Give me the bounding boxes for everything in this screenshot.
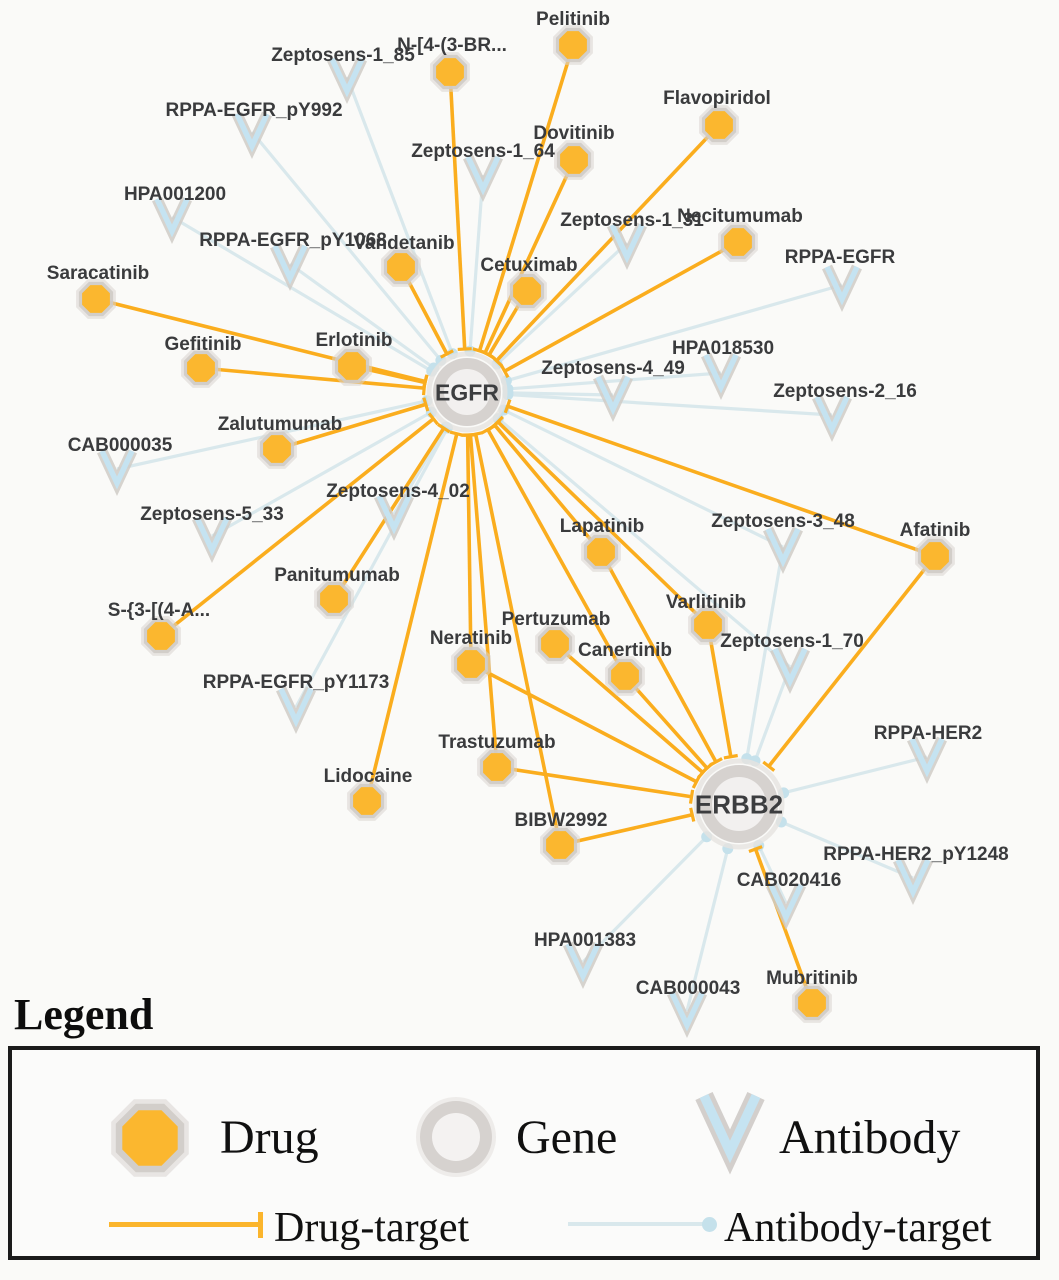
node-label-saracatinib: Saracatinib bbox=[46, 262, 150, 284]
drug-core bbox=[921, 542, 949, 570]
node-label-zeptosens-1-85: Zeptosens-1_85 bbox=[271, 44, 415, 66]
drug-node-s-3-4-a[interactable] bbox=[141, 616, 181, 656]
drug-core bbox=[82, 285, 110, 313]
antibody-core bbox=[706, 355, 736, 387]
drug-node-zalutumumab[interactable] bbox=[257, 429, 297, 469]
node-label-afatinib: Afatinib bbox=[899, 519, 971, 541]
drug-node-flavopiridol[interactable] bbox=[699, 105, 739, 145]
node-label-s-3-4-a: S-{3-[(4-A... bbox=[107, 599, 211, 621]
drug-core bbox=[694, 611, 722, 639]
drug-target-tee bbox=[258, 1212, 263, 1238]
edge-tee-erlotinib bbox=[424, 376, 427, 390]
node-label-bibw2992: BIBW2992 bbox=[514, 809, 608, 831]
node-label-necitumumab: Necitumumab bbox=[677, 205, 803, 227]
edge-tee-n-4-3-br bbox=[458, 349, 472, 350]
drug-node-necitumumab[interactable] bbox=[718, 222, 758, 262]
edge-tee-varlitinib bbox=[724, 756, 738, 758]
node-label-dovitinib: Dovitinib bbox=[533, 122, 615, 144]
edge-tee-bibw2992 bbox=[691, 808, 694, 822]
drug-core bbox=[560, 146, 588, 174]
drug-node-erlotinib[interactable] bbox=[332, 346, 372, 386]
edge-drug-target-trastuzumab-erbb2 bbox=[497, 767, 692, 797]
node-label-pelitinib: Pelitinib bbox=[536, 8, 610, 30]
drug-node-mubritinib[interactable] bbox=[792, 983, 832, 1023]
node-label-rppa-egfr: RPPA-EGFR bbox=[784, 246, 896, 268]
node-label-erlotinib: Erlotinib bbox=[315, 329, 393, 351]
drug-target-line bbox=[109, 1222, 261, 1227]
drug-core bbox=[798, 989, 826, 1017]
edge-antibody-target-rppa-her2-erbb2 bbox=[784, 757, 927, 793]
legend-drug-label: Drug bbox=[220, 1111, 319, 1164]
node-label-hpa001383: HPA001383 bbox=[533, 929, 637, 951]
node-label-zeptosens-4-49: Zeptosens-4_49 bbox=[541, 357, 685, 379]
node-label-hpa001200: HPA001200 bbox=[123, 183, 227, 205]
drug-node-lidocaine[interactable] bbox=[347, 781, 387, 821]
drug-core bbox=[436, 58, 464, 86]
node-label-zalutumumab: Zalutumumab bbox=[217, 413, 343, 435]
legend-gene-label: Gene bbox=[516, 1111, 618, 1164]
node-label-varlitinib: Varlitinib bbox=[665, 591, 747, 613]
drug-core bbox=[263, 435, 291, 463]
node-label-panitumumab: Panitumumab bbox=[274, 564, 400, 586]
drug-node-afatinib[interactable] bbox=[915, 536, 955, 576]
node-label-cab000035: CAB000035 bbox=[67, 434, 173, 456]
drug-node-bibw2992[interactable] bbox=[540, 825, 580, 865]
antibody-target-dot bbox=[702, 1217, 717, 1232]
gene-label: EGFR bbox=[435, 379, 499, 406]
node-label-rppa-her2: RPPA-HER2 bbox=[873, 722, 983, 744]
node-label-rppa-her2-py1248: RPPA-HER2_pY1248 bbox=[823, 843, 1009, 865]
node-label-lidocaine: Lidocaine bbox=[323, 765, 413, 787]
drug-node-pelitinib[interactable] bbox=[553, 25, 593, 65]
drug-core bbox=[724, 228, 752, 256]
node-label-flavopiridol: Flavopiridol bbox=[663, 87, 771, 109]
gene-node-egfr[interactable] bbox=[429, 354, 505, 430]
node-label-rppa-egfr-py992: RPPA-EGFR_pY992 bbox=[165, 99, 343, 121]
node-label-lapatinib: Lapatinib bbox=[559, 515, 645, 537]
drug-core bbox=[546, 831, 574, 859]
drug-core bbox=[513, 277, 541, 305]
node-label-trastuzumab: Trastuzumab bbox=[438, 731, 556, 753]
antibody-node-zeptosens-3-48[interactable] bbox=[768, 529, 798, 561]
edge-drug-target-trastuzumab-egfr bbox=[470, 435, 497, 767]
drug-core bbox=[320, 585, 348, 613]
node-label-cetuximab: Cetuximab bbox=[480, 254, 578, 276]
node-label-zeptosens-1-64: Zeptosens-1_64 bbox=[411, 140, 555, 162]
legend-antibody-label: Antibody bbox=[779, 1111, 961, 1164]
node-label-canertinib: Canertinib bbox=[578, 639, 672, 661]
gene-node-erbb2[interactable] bbox=[695, 761, 783, 847]
node-label-cab000043: CAB000043 bbox=[635, 977, 741, 999]
drug-core bbox=[457, 650, 485, 678]
antibody-core bbox=[768, 529, 798, 561]
drug-core bbox=[483, 753, 511, 781]
drug-node-saracatinib[interactable] bbox=[76, 279, 116, 319]
node-label-gefitinib: Gefitinib bbox=[164, 333, 242, 355]
antibody-node-hpa018530[interactable] bbox=[706, 355, 736, 387]
drug-core bbox=[611, 662, 639, 690]
drug-node-canertinib[interactable] bbox=[605, 656, 645, 696]
node-label-zeptosens-3-48: Zeptosens-3_48 bbox=[711, 510, 855, 532]
gene-circle-icon bbox=[412, 1093, 500, 1181]
drug-node-cetuximab[interactable] bbox=[507, 271, 547, 311]
node-label-rppa-egfr-py1068: RPPA-EGFR_pY1068 bbox=[199, 229, 387, 251]
node-label-cab020416: CAB020416 bbox=[736, 869, 842, 891]
node-label-vandetanib: Vandetanib bbox=[353, 232, 455, 254]
drug-core bbox=[338, 352, 366, 380]
antibody-target-line bbox=[568, 1222, 711, 1226]
drug-node-neratinib[interactable] bbox=[451, 644, 491, 684]
drug-core bbox=[541, 630, 569, 658]
node-label-zeptosens-4-02: Zeptosens-4_02 bbox=[326, 480, 470, 502]
node-label-zeptosens-5-33: Zeptosens-5_33 bbox=[140, 503, 284, 525]
drug-octagon-icon bbox=[102, 1090, 198, 1186]
drug-core bbox=[587, 538, 615, 566]
node-label-n-4-3-br: N-[4-(3-BR... bbox=[397, 34, 507, 56]
drug-core bbox=[187, 354, 215, 382]
antibody-core bbox=[827, 267, 857, 299]
edge-tee-trastuzumab bbox=[690, 790, 692, 804]
node-label-hpa018530: HPA018530 bbox=[671, 337, 775, 359]
legend-antibody-target-label: Antibody-target bbox=[724, 1205, 992, 1251]
node-label-zeptosens-1-31: Zeptosens-1_31 bbox=[560, 209, 704, 231]
node-label-neratinib: Neratinib bbox=[429, 627, 513, 649]
drug-core bbox=[559, 31, 587, 59]
edge-drug-target-n-4-3-br-egfr bbox=[450, 72, 465, 349]
drug-core bbox=[353, 787, 381, 815]
node-label-rppa-egfr-py1173: RPPA-EGFR_pY1173 bbox=[202, 671, 390, 693]
antibody-node-rppa-egfr[interactable] bbox=[827, 267, 857, 299]
node-label-pertuzumab: Pertuzumab bbox=[501, 608, 611, 630]
drug-core bbox=[147, 622, 175, 650]
node-label-zeptosens-1-70: Zeptosens-1_70 bbox=[720, 630, 864, 652]
drug-node-lapatinib[interactable] bbox=[581, 532, 621, 572]
drug-node-dovitinib[interactable] bbox=[554, 140, 594, 180]
drug-node-trastuzumab[interactable] bbox=[477, 747, 517, 787]
legend-drug-target-label: Drug-target bbox=[274, 1205, 470, 1251]
antibody-chevron-icon bbox=[688, 1082, 772, 1178]
node-label-zeptosens-2-16: Zeptosens-2_16 bbox=[773, 380, 917, 402]
legend-title: Legend bbox=[14, 990, 154, 1039]
drug-node-n-4-3-br[interactable] bbox=[430, 52, 470, 92]
drug-core bbox=[387, 253, 415, 281]
node-label-mubritinib: Mubritinib bbox=[766, 967, 858, 989]
legend-box bbox=[8, 1046, 1040, 1260]
edge-tee-bibw2992 bbox=[469, 433, 483, 436]
drug-node-pertuzumab[interactable] bbox=[535, 624, 575, 664]
drug-core bbox=[705, 111, 733, 139]
gene-label: ERBB2 bbox=[694, 789, 784, 820]
